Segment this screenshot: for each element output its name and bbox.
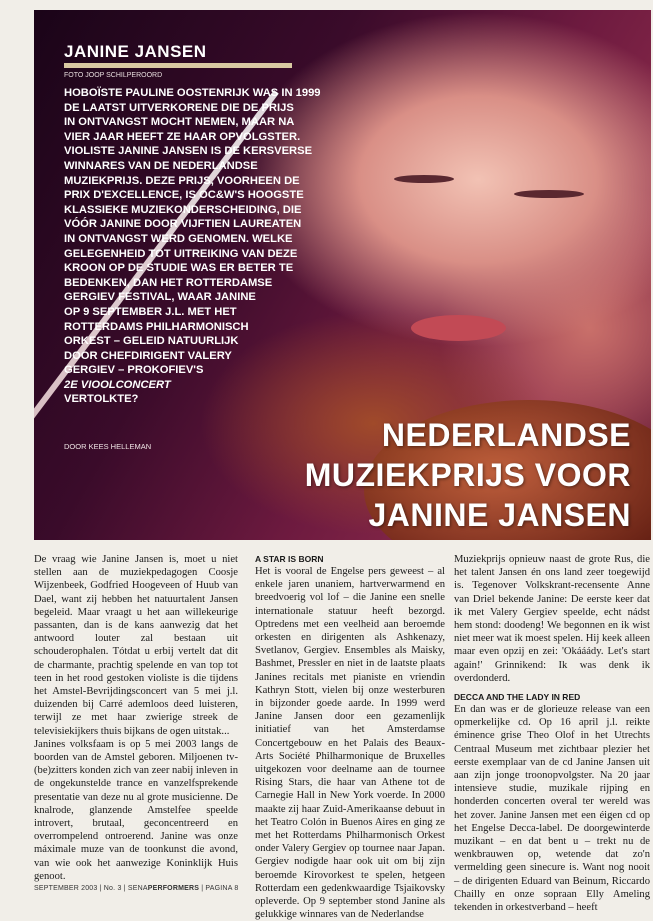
intro-line: IN ONTVANGST MOCHT NEMEN, MAAR NA — [64, 116, 295, 129]
photo-credit: FOTO JOOP SCHILPEROORD — [64, 72, 163, 79]
paragraph: De vraag wie Janine Jansen is, moet u niet stellen aan de muziekpedagogen Coosje Wijzenbeek, Godfried Hoogeveen of Huub van Dael, want zij hebben het natuurtalent Jansen begeleid. Maar vraagt u het aan willekeurige passanten, dan is de kans aanwezig dat het antwoord louter zal bestaan uit schouderophalen. Tótdat u erbij vertelt dat dit de charmante, prachtig spelende en van top tot teen in het rood gestoken violiste is die tijdens het Amstel-Bevrijdingsconcert van 5 mei j.l. duizenden bij Carré ademloos deed luisteren, terwijl ze met haar zwierige streek de televisiekijkers thuis bijkans de ogen uitstak... — [34, 554, 238, 737]
intro-line: ORKEST – GELEID NATUURLIJK — [64, 335, 239, 348]
intro-line: WINNARES VAN DE NEDERLANDSE — [64, 159, 258, 172]
article-column-1 — [34, 553, 238, 883]
byline: DOOR KEES HELLEMAN — [64, 442, 152, 451]
eye-left — [394, 175, 454, 183]
headline — [271, 415, 631, 535]
paragraph: En dan was er de glorieuze release van een opmerkelijke cd. Op 16 april j.l. reikte éminence grise Theo Olof in het Utrechts Centraal Museum met zichtbaar plezier het eerste exemplaar van de cd Janine Jansen uit aan zijn jonge troonopvolgster. Na 20 jaar intensieve studie, muzikale rijping en honderden concerten overal ter wereld was het zover. Janine Jansen met een éigen cd op het Engelse Decca-label. De doorgewinterde muzikant – en dat bent u – trekt nu de wenkbrauwen op, wetende dat zo'n vermelding geen sinecure is. Want nog nooit – de dirigenten Eduard van Beinum, Riccardo Chailly en onze sopraan Elly Ameling tekenden in orkestverband – heeft — [454, 704, 650, 914]
title-rule — [64, 63, 292, 68]
section-heading: A STAR IS BORN — [255, 554, 324, 564]
article-column-2 — [255, 553, 445, 921]
intro-line: VERTOLKTE? — [64, 393, 139, 406]
intro-line: PRIX D'EXCELLENCE, IS OC&W'S HOOGSTE — [64, 189, 304, 202]
intro-line: IN ONTVANGST WERD GENOMEN. WELKE — [64, 232, 293, 245]
paragraph: Muziekprijs opnieuw naast de grote Rus, die het talent Jansen én ons land zeer toegewijd is. Tegenover Volkskrant-recensente Anne van Driel bekende Janine: De eerste keer dat ik met Valery Gergiev speelde, echt nádst hem stond: doodeng! We begonnen en ik wist niet meer wat ik moest spelen. Hij keek alleen maar even opzij en zei: 'Okááády. Let's start again!' Grinnikend: Ik was denk ik overdonderd. — [454, 554, 650, 684]
paragraph: Janines volksfaam is op 5 mei 2003 langs de boorden van de Amstel geboren. Miljoenen tv-(be)zitters konden zich van zeer nabij inleven in de ongekunstelde trance en vanzelfsprekende presentatie van deze nu al grote musicienne. De knalrode, glanzende Amstelfee speelde introvert, brutaal, geconcentreerd en overrompelend ontroerend. Janine was onze máximale muze van de toonkunst die avond, van wie ook het aanwezige Koninklijk Huis genoot. — [34, 738, 238, 882]
intro-line: VIOLISTE JANINE JANSEN IS DE KERSVERSE — [64, 145, 313, 158]
eye-right — [514, 190, 584, 198]
intro-line: GELEGENHEID TOT UITREIKING VAN DEZE — [64, 247, 298, 260]
intro-text — [64, 86, 326, 407]
intro-line: VIER JAAR HEEFT ZE HAAR OPVOLGSTER. — [64, 130, 301, 143]
intro-line: OP 9 SEPTEMBER J.L. MET HET — [64, 305, 237, 318]
page-footer — [34, 885, 238, 892]
intro-line: GERGIEV FESTIVAL, WAAR JANINE — [64, 291, 256, 304]
intro-line: GERGIEV – PROKOFIEV'S — [64, 364, 204, 377]
headline-line: MUZIEKPRIJS VOOR — [304, 457, 631, 493]
intro-line: HOBOÏSTE PAULINE OOSTENRIJK WAS IN 1999 — [64, 87, 321, 99]
intro-line: 2E VIOOLCONCERT — [64, 378, 171, 391]
intro-line: VÓÓR JANINE DOOR VIJFTIEN LAUREATEN — [64, 218, 302, 231]
headline-line: NEDERLANDSE — [381, 417, 631, 453]
headline-line: JANINE JANSEN — [368, 497, 631, 533]
paragraph: Het is vooral de Engelse pers geweest – al enkele jaren unaniem, hartverwarmend en breedvoerig vol lof – die Janine een snelle internationale statuur heeft bezorgd. Optredens met een veelheid aan beroemde orkesten en dirigenten als Ashkenazy, Svetlanov, Gergiev. Ensembles als Maisky, Bashmet, Pressler en niet in de laatste plaats Janines recitals met pianiste en vriendin Kathryn Stott, vielen bij onze westerburen in bijzonder goede aarde. In 1999 werd Janine Jansen door een gezamenlijk initiatief van het Amsterdamse Concertgebouw en het Palais des Beaux-Arts Société Philharmonique de Bruxelles uitgekozen voor deelname aan de tournee Rising Stars, die haar van Athene tot de Carnegie Hall in New York voerde. In 2000 maakte zij haar Zuid-Amerikaanse debuut in het Teatro Colón in Buenos Aires en ging ze met het Rotterdams Philharmonisch Orkest onder Valery Gergiev op tournee naar Japan. Gergiev nodigde haar ook uit om bij zijn beroemde Kirovorkest te spelen, hetgeen Rotterdam een gedenkwaardige Tsjaikovsky opleverde. Op 9 september stond Janine als gelukkige winnares van de Nederlandse — [255, 566, 445, 921]
article-column-3 — [454, 553, 650, 914]
footer-brand: PERFORMERS — [147, 885, 200, 892]
intro-line: KLASSIEKE MUZIEKONDERSCHEIDING, DIE — [64, 203, 302, 216]
footer-page: | PAGINA 8 — [201, 885, 239, 892]
intro-line: MUZIEKPRIJS. DEZE PRIJS, VOORHEEN DE — [64, 174, 300, 187]
section-heading: DECCA AND THE LADY IN RED — [454, 692, 581, 703]
lips — [411, 315, 506, 341]
intro-line: DOOR CHEFDIRIGENT VALERY — [64, 349, 232, 362]
intro-line: BEDENKEN, DAN HET ROTTERDAMSE — [64, 276, 273, 289]
footer-issue: SEPTEMBER 2003 | No. 3 | SENA — [34, 885, 148, 892]
intro-line: ROTTERDAMS PHILHARMONISCH — [64, 320, 249, 333]
artist-name: JANINE JANSEN — [64, 42, 207, 61]
intro-line: KROON OP DE STUDIE WAS ER BETER TE — [64, 262, 294, 275]
intro-line: DE LAATST UITVERKORENE DIE DE PRIJS — [64, 101, 294, 114]
hero-photo — [34, 10, 651, 540]
